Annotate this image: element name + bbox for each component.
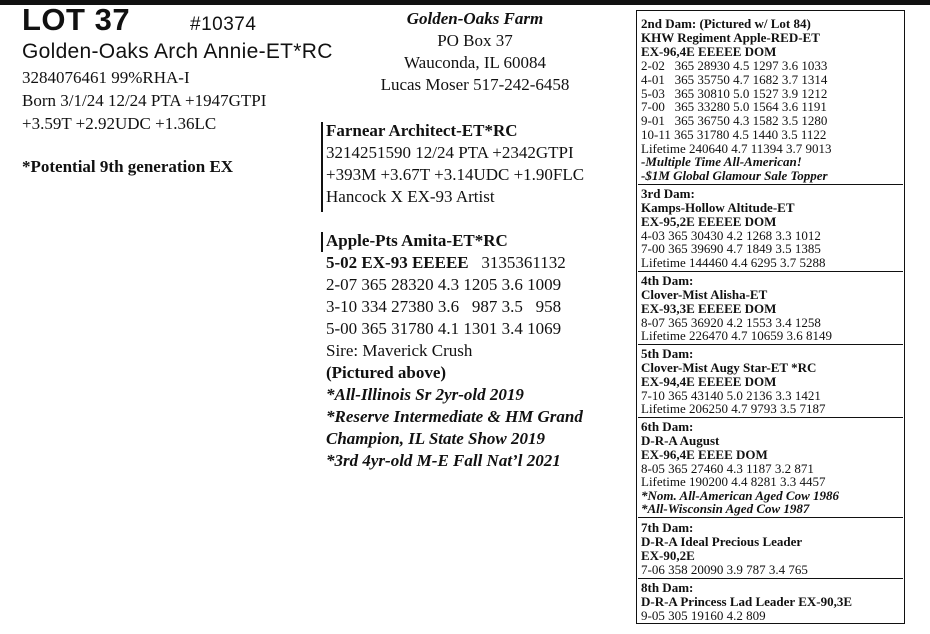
- dam6-lifetime: Lifetime 190200 4.4 8281 3.3 4457: [641, 474, 826, 489]
- dam4-lifetime: Lifetime 226470 4.7 10659 3.6 8149: [641, 328, 833, 343]
- dam6-honor: *All-Wisconsin Aged Cow 1987: [641, 501, 810, 516]
- dam-pictured: (Pictured above): [326, 363, 447, 382]
- dam4-name: Clover-Mist Alisha-ET: [641, 287, 768, 302]
- dam2-record: 4-01 365 35750 4.7 1682 3.7 1314: [641, 72, 828, 87]
- dam7-class: EX-90,2E: [641, 548, 695, 563]
- dam7-name: D-R-A Ideal Precious Leader: [641, 534, 803, 549]
- dam-name: Apple-Pts Amita-ET*RC: [326, 231, 508, 250]
- traits-line: +3.59T +2.92UDC +1.36LC: [22, 114, 217, 133]
- dam2-record: 10-11 365 31780 4.5 1440 3.5 1122: [641, 127, 827, 142]
- dam5-class: EX-94,4E EEEEE DOM: [641, 374, 777, 389]
- dam-honor: *All-Illinois Sr 2yr-old 2019: [326, 385, 524, 404]
- dam6-name: D-R-A August: [641, 433, 720, 448]
- dam3-name: Kamps-Hollow Altitude-ET: [641, 200, 795, 215]
- dam5-lifetime: Lifetime 206250 4.7 9793 3.5 7187: [641, 401, 826, 416]
- farm-box: PO Box 37: [437, 31, 513, 50]
- farm-name: Golden-Oaks Farm: [406, 9, 544, 28]
- sire-line-2: +393M +3.67T +3.14UDC +1.90FLC: [326, 165, 585, 184]
- dam2-record: 9-01 365 36750 4.3 1582 3.5 1280: [641, 113, 828, 128]
- dam2-header: 2nd Dam: (Pictured w/ Lot 84): [641, 16, 811, 31]
- dam8-header: 8th Dam:: [641, 580, 694, 595]
- dam3-header: 3rd Dam:: [641, 186, 695, 201]
- dam-record: 3-10 334 27380 3.6 987 3.5 958: [326, 297, 562, 316]
- dam7-header: 7th Dam:: [641, 520, 694, 535]
- sire-bracket: [321, 122, 323, 212]
- dam4-header: 4th Dam:: [641, 273, 694, 288]
- dam7-record: 7-06 358 20090 3.9 787 3.4 765: [641, 562, 808, 577]
- dam8-record: 9-05 305 19160 4.2 809: [641, 608, 766, 623]
- born-line: Born 3/1/24 12/24 PTA +1947GTPI: [22, 91, 267, 110]
- dam-class: 5-02 EX-93 EEEEE: [326, 253, 469, 272]
- dam4-record: 8-07 365 36920 4.2 1553 3.4 1258: [641, 315, 821, 330]
- divider: [638, 184, 903, 185]
- dam2-class: EX-96,4E EEEEE DOM: [641, 44, 777, 59]
- dam3-record: 7-00 365 39690 4.7 1849 3.5 1385: [641, 241, 821, 256]
- dam2-honor: -$1M Global Glamour Sale Topper: [641, 168, 828, 183]
- dam3-class: EX-95,2E EEEEE DOM: [641, 214, 777, 229]
- dam8-name: D-R-A Princess Lad Leader EX-90,3E: [641, 594, 853, 609]
- generation-note: *Potential 9th generation EX: [22, 157, 234, 176]
- dam6-class: EX-96,4E EEEE DOM: [641, 447, 768, 462]
- top-border: [0, 0, 930, 5]
- sire-line-3: Hancock X EX-93 Artist: [326, 187, 495, 206]
- divider: [638, 578, 903, 579]
- registration-line: 3284076461 99%RHA-I: [22, 68, 190, 87]
- sire-name: Farnear Architect-ET*RC: [326, 121, 518, 140]
- dam2-record: 7-00 365 33280 5.0 1564 3.6 1191: [641, 99, 827, 114]
- dam3-record: 4-03 365 30430 4.2 1268 3.3 1012: [641, 228, 821, 243]
- farm-info: [355, 8, 595, 96]
- dam-class-line: [326, 253, 566, 273]
- dam2-name: KHW Regiment Apple-RED-ET: [641, 30, 820, 45]
- dam-honor: *Reserve Intermediate & HM Grand: [326, 407, 583, 426]
- dam6-header: 6th Dam:: [641, 419, 694, 434]
- dam-honor: Champion, IL State Show 2019: [326, 429, 546, 448]
- dam6-honor: *Nom. All-American Aged Cow 1986: [641, 488, 840, 503]
- dam-record: 2-07 365 28320 4.3 1205 3.6 1009: [326, 275, 562, 294]
- dam-record: 5-00 365 31780 4.1 1301 3.4 1069: [326, 319, 562, 338]
- divider: [638, 517, 903, 518]
- dam3-lifetime: Lifetime 144460 4.4 6295 3.7 5288: [641, 255, 826, 270]
- dam6-record: 8-05 365 27460 4.3 1187 3.2 871: [641, 461, 814, 476]
- farm-contact: Lucas Moser 517-242-6458: [380, 75, 570, 94]
- dam-reg: 3135361132: [481, 253, 566, 272]
- dam-bracket: [321, 232, 323, 252]
- lot-title: LOT 37: [22, 2, 131, 37]
- dam5-name: Clover-Mist Augy Star-ET *RC: [641, 360, 817, 375]
- lot-number: #10374: [190, 14, 257, 35]
- dam5-record: 7-10 365 43140 5.0 2136 3.3 1421: [641, 388, 821, 403]
- dam2-record: 2-02 365 28930 4.5 1297 3.6 1033: [641, 58, 828, 73]
- dam-sire: Sire: Maverick Crush: [326, 341, 473, 360]
- divider: [638, 271, 903, 272]
- dam2-honor: -Multiple Time All-American!: [641, 154, 802, 169]
- divider: [638, 344, 903, 345]
- dam-honor: *3rd 4yr-old M-E Fall Nat’l 2021: [326, 451, 561, 470]
- dam2-lifetime: Lifetime 240640 4.7 11394 3.7 9013: [641, 141, 832, 156]
- dam4-class: EX-93,3E EEEEE DOM: [641, 301, 777, 316]
- animal-name: Golden-Oaks Arch Annie-ET*RC: [22, 40, 333, 63]
- sire-line-1: 3214251590 12/24 PTA +2342GTPI: [326, 143, 574, 162]
- divider: [638, 417, 903, 418]
- dam5-header: 5th Dam:: [641, 346, 694, 361]
- farm-city: Wauconda, IL 60084: [404, 53, 546, 72]
- dam2-record: 5-03 365 30810 5.0 1527 3.9 1212: [641, 86, 828, 101]
